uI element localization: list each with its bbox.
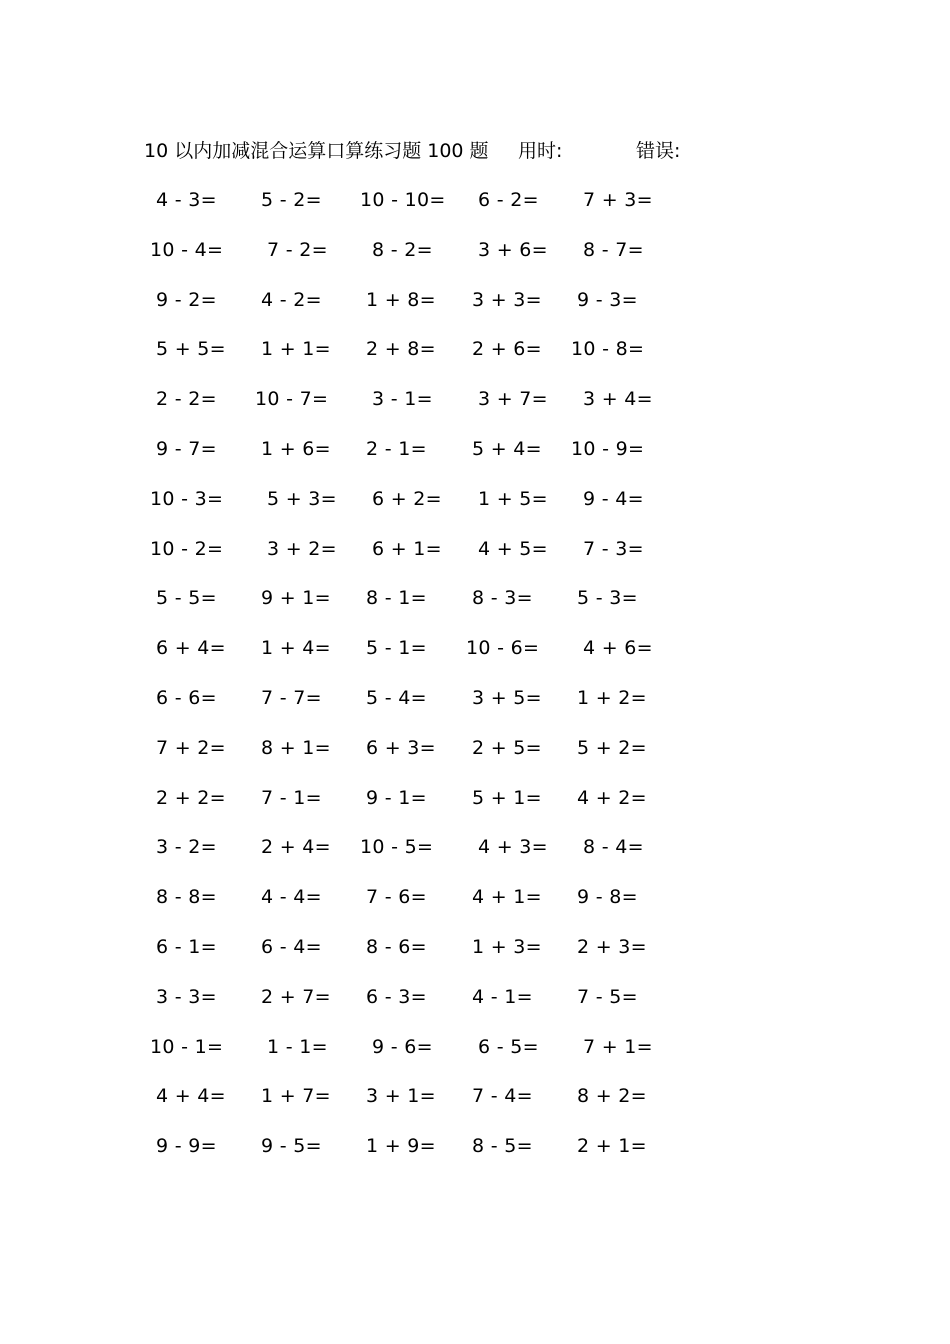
problem-item: 4 - 4= (261, 886, 322, 908)
problem-item: 9 + 1= (261, 587, 331, 609)
problem-item: 7 + 1= (583, 1036, 653, 1058)
problem-item: 6 - 1= (156, 936, 217, 958)
problem-item: 3 - 3= (156, 986, 217, 1008)
problem-item: 7 - 1= (261, 787, 322, 809)
problem-item: 2 + 5= (472, 737, 542, 759)
problem-item: 6 + 2= (372, 488, 442, 510)
problem-item: 9 - 5= (261, 1135, 322, 1157)
problem-item: 1 + 7= (261, 1085, 331, 1107)
problem-item: 5 - 4= (366, 687, 427, 709)
problem-item: 3 + 4= (583, 388, 653, 410)
problem-item: 5 + 4= (472, 438, 542, 460)
problem-item: 10 - 1= (150, 1036, 224, 1058)
problem-item: 2 + 6= (472, 338, 542, 360)
problem-item: 2 + 1= (577, 1135, 647, 1157)
problem-item: 10 - 6= (466, 637, 540, 659)
problem-item: 6 + 4= (156, 637, 226, 659)
problem-item: 4 + 6= (583, 637, 653, 659)
problem-item: 8 - 2= (372, 239, 433, 261)
problem-item: 7 + 2= (156, 737, 226, 759)
problem-item: 5 - 1= (366, 637, 427, 659)
problem-item: 5 - 5= (156, 587, 217, 609)
problem-item: 8 + 2= (577, 1085, 647, 1107)
problem-item: 8 - 1= (366, 587, 427, 609)
problem-item: 2 + 7= (261, 986, 331, 1008)
problem-item: 1 + 8= (366, 289, 436, 311)
problem-item: 5 - 3= (577, 587, 638, 609)
problem-item: 1 + 5= (478, 488, 548, 510)
problem-item: 4 + 1= (472, 886, 542, 908)
problem-item: 1 + 1= (261, 338, 331, 360)
problem-item: 7 - 7= (261, 687, 322, 709)
problem-item: 9 - 4= (583, 488, 644, 510)
problem-item: 8 - 3= (472, 587, 533, 609)
problem-item: 1 + 9= (366, 1135, 436, 1157)
problem-item: 9 - 2= (156, 289, 217, 311)
problem-item: 4 - 1= (472, 986, 533, 1008)
problem-item: 10 - 5= (360, 836, 434, 858)
problem-item: 3 + 5= (472, 687, 542, 709)
time-used-label: 用时: (518, 140, 563, 162)
problem-item: 1 + 4= (261, 637, 331, 659)
problem-item: 10 - 4= (150, 239, 224, 261)
problem-item: 9 - 7= (156, 438, 217, 460)
problem-item: 6 + 3= (366, 737, 436, 759)
problem-item: 5 + 1= (472, 787, 542, 809)
problem-item: 6 - 3= (366, 986, 427, 1008)
worksheet-title: 10 以内加减混合运算口算练习题 100 题 (144, 140, 489, 162)
problem-item: 2 + 3= (577, 936, 647, 958)
problem-item: 5 - 2= (261, 189, 322, 211)
problem-item: 7 + 3= (583, 189, 653, 211)
problem-item: 3 + 2= (267, 538, 337, 560)
problem-item: 10 - 9= (571, 438, 645, 460)
problem-item: 4 + 2= (577, 787, 647, 809)
problem-item: 8 - 8= (156, 886, 217, 908)
problem-item: 4 - 3= (156, 189, 217, 211)
problem-item: 7 - 6= (366, 886, 427, 908)
problem-item: 7 - 2= (267, 239, 328, 261)
problem-item: 10 - 10= (360, 189, 446, 211)
problem-item: 2 + 4= (261, 836, 331, 858)
problem-item: 4 + 4= (156, 1085, 226, 1107)
problem-item: 1 + 2= (577, 687, 647, 709)
errors-label: 错误: (636, 140, 681, 162)
problem-item: 8 - 5= (472, 1135, 533, 1157)
problem-item: 2 + 2= (156, 787, 226, 809)
problem-item: 3 + 1= (366, 1085, 436, 1107)
problem-item: 7 - 4= (472, 1085, 533, 1107)
problem-item: 6 - 6= (156, 687, 217, 709)
problem-item: 2 - 2= (156, 388, 217, 410)
problem-item: 9 - 9= (156, 1135, 217, 1157)
problem-item: 8 - 7= (583, 239, 644, 261)
problem-item: 3 - 1= (372, 388, 433, 410)
problem-item: 3 + 6= (478, 239, 548, 261)
problem-item: 1 - 1= (267, 1036, 328, 1058)
problem-item: 5 + 3= (267, 488, 337, 510)
problem-item: 8 + 1= (261, 737, 331, 759)
problem-item: 2 + 8= (366, 338, 436, 360)
problem-item: 6 - 5= (478, 1036, 539, 1058)
problem-item: 4 + 5= (478, 538, 548, 560)
problem-item: 9 - 8= (577, 886, 638, 908)
problem-item: 7 - 5= (577, 986, 638, 1008)
problem-item: 10 - 2= (150, 538, 224, 560)
problem-item: 3 + 7= (478, 388, 548, 410)
problem-item: 10 - 7= (255, 388, 329, 410)
problem-item: 8 - 4= (583, 836, 644, 858)
problem-item: 5 + 2= (577, 737, 647, 759)
problem-item: 10 - 8= (571, 338, 645, 360)
problem-item: 3 - 2= (156, 836, 217, 858)
problem-item: 9 - 1= (366, 787, 427, 809)
problem-item: 4 - 2= (261, 289, 322, 311)
problem-item: 10 - 3= (150, 488, 224, 510)
problem-item: 9 - 6= (372, 1036, 433, 1058)
problem-item: 4 + 3= (478, 836, 548, 858)
problem-item: 2 - 1= (366, 438, 427, 460)
problem-item: 6 + 1= (372, 538, 442, 560)
problem-item: 9 - 3= (577, 289, 638, 311)
problem-item: 5 + 5= (156, 338, 226, 360)
problem-item: 7 - 3= (583, 538, 644, 560)
problem-item: 1 + 6= (261, 438, 331, 460)
problem-item: 6 - 2= (478, 189, 539, 211)
problem-item: 8 - 6= (366, 936, 427, 958)
problem-item: 6 - 4= (261, 936, 322, 958)
problem-item: 1 + 3= (472, 936, 542, 958)
problem-item: 3 + 3= (472, 289, 542, 311)
